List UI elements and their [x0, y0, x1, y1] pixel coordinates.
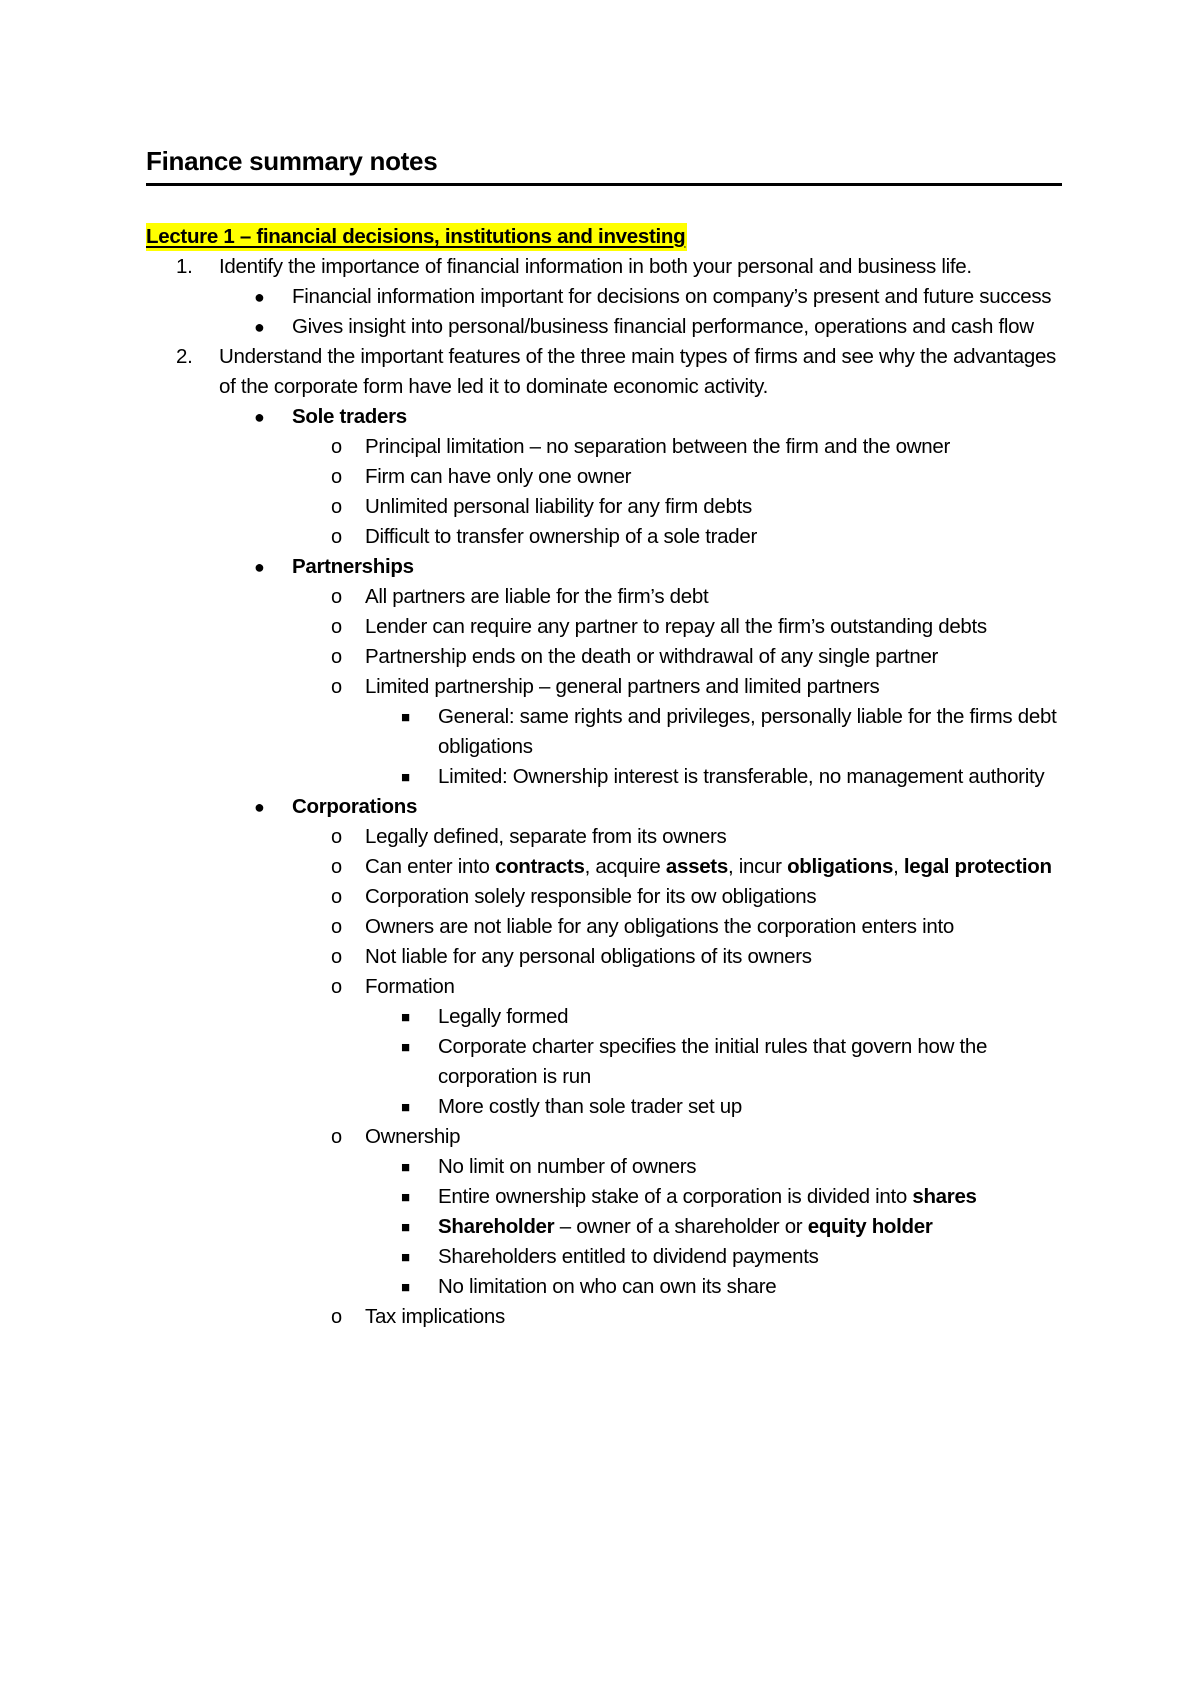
objective-text: Understand the important features of the three main types of firms and see why the advantages of the corporate form have led it to dominate economic activity. [219, 345, 1057, 398]
circle-bullet-icon: o [331, 496, 342, 518]
notes-body [146, 222, 1066, 1332]
bullet-icon: ● [254, 287, 265, 307]
circle-bullet-icon: o [331, 616, 342, 638]
lecture-heading: Lecture 1 – financial decisions, institutions and investing [146, 223, 687, 251]
circle-bullet-icon: o [331, 586, 342, 608]
list-item-formation: o Formation [146, 972, 1066, 1002]
objective-item [146, 342, 1066, 402]
circle-bullet-icon: o [331, 646, 342, 668]
square-bullet-icon: ■ [401, 1189, 410, 1206]
square-bullet-icon: ■ [401, 1219, 410, 1236]
circle-bullet-icon: o [331, 466, 342, 488]
list-item: o All partners are liable for the firm’s debt [146, 582, 1066, 612]
circle-bullet-icon: o [331, 976, 342, 998]
list-item: o Legally defined, separate from its owners [146, 822, 1066, 852]
square-bullet-icon: ■ [401, 1279, 410, 1296]
sub-list-item: ■ Shareholder – owner of a shareholder or equity holder [146, 1212, 1066, 1242]
list-item: o Owners are not liable for any obligations the corporation enters into [146, 912, 1066, 942]
square-bullet-icon: ■ [401, 1159, 410, 1176]
list-item: o Unlimited personal liability for any firm debts [146, 492, 1066, 522]
circle-bullet-icon: o [331, 946, 342, 968]
sub-list-item: ■ Corporate charter specifies the initial rules that govern how the corporation is run [401, 1035, 988, 1088]
bullet-icon: ● [254, 407, 265, 427]
objective-number: 2. [176, 345, 193, 368]
objective-text: Identify the importance of financial information in both your personal and business life. [219, 255, 972, 278]
circle-bullet-icon: o [331, 886, 342, 908]
circle-bullet-icon: o [331, 916, 342, 938]
circle-bullet-icon: o [331, 856, 342, 878]
circle-bullet-icon: o [331, 1126, 342, 1148]
list-item: o Can enter into contracts, acquire assets, incur obligations, legal protection [146, 852, 1066, 882]
section-heading-partnerships: ● Partnerships [146, 552, 1066, 582]
circle-bullet-icon: o [331, 1306, 342, 1328]
list-item: o Partnership ends on the death or withdrawal of any single partner [146, 642, 1066, 672]
circle-bullet-icon: o [331, 436, 342, 458]
bullet-item: ● Financial information important for decisions on company’s present and future success [146, 282, 1066, 312]
list-item: o Difficult to transfer ownership of a sole trader [146, 522, 1066, 552]
sub-list-item: ■ Entire ownership stake of a corporation is divided into shares [146, 1182, 1066, 1212]
list-item: o Not liable for any personal obligations of its owners [146, 942, 1066, 972]
circle-bullet-icon: o [331, 526, 342, 548]
square-bullet-icon: ■ [401, 769, 410, 786]
section-heading-sole-traders: ● Sole traders [146, 402, 1066, 432]
circle-bullet-icon: o [331, 676, 342, 698]
square-bullet-icon: ■ [401, 1249, 410, 1266]
sub-list-item: ■ No limitation on who can own its share [146, 1272, 1066, 1302]
square-bullet-icon: ■ [401, 709, 410, 726]
list-item-ownership: o Ownership [146, 1122, 1066, 1152]
section-heading-corporations: ● Corporations [146, 792, 1066, 822]
square-bullet-icon: ■ [401, 1099, 410, 1116]
page-title: Finance summary notes [146, 146, 438, 176]
list-item: o Limited partnership – general partners and limited partners [146, 672, 1066, 702]
bullet-item: ● Gives insight into personal/business financial performance, operations and cash flow [146, 312, 1066, 342]
list-item: o Corporation solely responsible for its ow obligations [146, 882, 1066, 912]
list-item: o Lender can require any partner to repay all the firm’s outstanding debts [146, 612, 1066, 642]
sub-list-item: ■ Limited: Ownership interest is transferable, no management authority [146, 762, 1066, 792]
square-bullet-icon: ■ [401, 1009, 410, 1026]
sub-list-item: ■ Legally formed [146, 1002, 1066, 1032]
bullet-icon: ● [254, 557, 265, 577]
list-item: o Firm can have only one owner [146, 462, 1066, 492]
title-underline [146, 183, 1062, 186]
list-item-tax: o Tax implications [146, 1302, 1066, 1332]
bullet-icon: ● [254, 797, 265, 817]
list-item: o Principal limitation – no separation between the firm and the owner [146, 432, 1066, 462]
sub-list-item: ■ No limit on number of owners [146, 1152, 1066, 1182]
sub-list-item: ■ General: same rights and privileges, personally liable for the firms debt obligations [401, 705, 1057, 758]
sub-list-item: ■ Shareholders entitled to dividend payments [146, 1242, 1066, 1272]
bullet-icon: ● [254, 317, 265, 337]
circle-bullet-icon: o [331, 826, 342, 848]
square-bullet-icon: ■ [401, 1039, 410, 1056]
sub-list-item: ■ More costly than sole trader set up [146, 1092, 1066, 1122]
objective-number: 1. [176, 255, 193, 278]
objective-item [146, 252, 1066, 282]
